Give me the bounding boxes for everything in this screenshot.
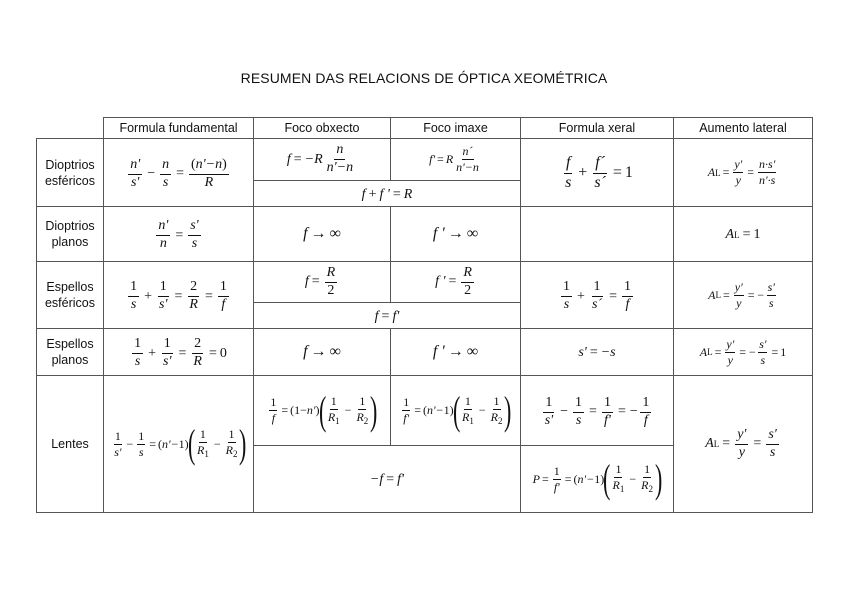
- formula: s' = −s: [578, 345, 616, 360]
- formula: $\frac{n'}{n}$ = $\frac{s'}{s}$: [158, 218, 199, 251]
- formula-cell: [391, 262, 521, 303]
- row-label: Dioptrios esféricos: [37, 139, 104, 207]
- formula: $\frac{1}{s}$ + $\frac{1}{s´}$ = $\frac{1}{f}$: [563, 279, 631, 312]
- formula: $\frac{1}{s'}$ − $\frac{1}{s}$ = ( n'− 1) ( $\frac{1}{R_1}$ − $\frac{1}{R_2}$ ): [114, 421, 247, 466]
- formula: f = $\frac{R}{2}$: [304, 264, 336, 298]
- formula-cell: [104, 207, 254, 262]
- row-espellos-planos: [37, 329, 813, 376]
- formula-cell: [104, 376, 254, 513]
- formula-cell: [254, 181, 521, 207]
- formula-cell: [521, 376, 674, 446]
- formula-cell: [521, 329, 674, 376]
- row-label: Espellos planos: [37, 329, 104, 376]
- header-aumento-lateral: Aumento lateral: [674, 118, 813, 139]
- formula: f = −R $\frac{n}{n'-n}$: [286, 142, 354, 175]
- formula-cell: [521, 446, 674, 513]
- formula: $\frac{1}{s'}$ − $\frac{1}{s}$ = $\frac{1}{f'}$ = − $\frac{1}{f}$: [544, 394, 650, 428]
- corner-cell: [37, 118, 104, 139]
- formula-cell: [254, 376, 391, 446]
- formula-cell: [254, 207, 391, 262]
- row-espellos-esfericos: [37, 262, 813, 303]
- formula: A L = $\frac{y'}{y}$ = − $\frac{s'}{s}$ = 1: [699, 336, 787, 367]
- formula: $\frac{n'}{s'}$ − $\frac{n}{s}$ = $\frac{(n'-n)}{R}$: [130, 156, 227, 190]
- formula: f → ∞: [303, 343, 341, 360]
- formula-cell: [674, 376, 813, 513]
- formula: $\frac{f}{s}$ + $\frac{f´}{s´}$ = 1: [565, 153, 633, 191]
- formula: $\frac{1}{f}$ = (1− n' ) ( $\frac{1}{R_1}$ − $\frac{1}{R_2}$ ): [270, 387, 378, 433]
- formula-cell: [254, 139, 391, 181]
- formula: f + f ' = R: [361, 186, 413, 202]
- header-row: [37, 118, 813, 139]
- formula-cell: [254, 329, 391, 376]
- formula-cell: [521, 139, 674, 207]
- formula-cell: [674, 207, 813, 262]
- formula: A L = $\frac{y'}{y}$ = $\frac{n\cdot s'}{n'\cdot s}$: [707, 157, 776, 187]
- row-label: Espellos esféricos: [37, 262, 104, 329]
- formula: f → ∞: [303, 225, 341, 242]
- row-lentes: [37, 376, 813, 446]
- formula: $\frac{1}{s}$ + $\frac{1}{s'}$ = $\frac{2}{R}$ = 0: [134, 336, 227, 369]
- formula-cell: [674, 262, 813, 329]
- formula-cell: [104, 139, 254, 207]
- formula: f ' → ∞: [432, 225, 479, 242]
- empty-cell: [521, 207, 674, 262]
- formula-cell: [391, 329, 521, 376]
- formula-cell: [674, 139, 813, 207]
- formula: A L = $\frac{y'}{y}$ = $\frac{s'}{s}$: [705, 426, 777, 460]
- formula: f = f': [374, 308, 400, 324]
- formula: f' = R $\frac{n´}{n'-n}$: [429, 144, 479, 174]
- formula: f ' → ∞: [432, 343, 479, 360]
- formula: −f = f': [369, 472, 405, 487]
- row-label: Lentes: [37, 376, 104, 513]
- header-foco-obxecto: Foco obxecto: [254, 118, 391, 139]
- formula-cell: [521, 262, 674, 329]
- formula-cell: [104, 262, 254, 329]
- formula: $\frac{1}{s}$ + $\frac{1}{s'}$ = $\frac{2}{R}$ = $\frac{1}{f}$: [130, 279, 227, 312]
- formula-cell: [254, 446, 521, 513]
- formula: A L = 1: [725, 227, 761, 242]
- formula: A L = $\frac{y'}{y}$ = − $\frac{s'}{s}$: [708, 279, 775, 310]
- formula-cell: [674, 329, 813, 376]
- formula-cell: [391, 376, 521, 446]
- row-dioptrios-esfericos: [37, 139, 813, 181]
- page-title: RESUMEN DAS RELACIONS DE ÓPTICA XEOMÉTRICA: [240, 70, 608, 86]
- optics-summary-table: [36, 117, 813, 513]
- formula: f ' = $\frac{R}{2}$: [435, 264, 472, 298]
- header-foco-imaxe: Foco imaxe: [391, 118, 521, 139]
- row-dioptrios-planos: [37, 207, 813, 262]
- row-label: Dioptrios planos: [37, 207, 104, 262]
- formula-cell: [254, 262, 391, 303]
- formula-cell: [254, 303, 521, 329]
- header-formula-fundamental: Formula fundamental: [104, 118, 254, 139]
- formula: P = $\frac{1}{f'}$ = ( n'− 1) ( $\frac{1}{R_1}$ − $\frac{1}{R_2}$ ): [532, 456, 663, 501]
- header-formula-xeral: Formula xeral: [521, 118, 674, 139]
- formula: $\frac{1}{f'}$ = ( n'− 1) ( $\frac{1}{R_1}$ − $\frac{1}{R_2}$ ): [403, 387, 512, 433]
- formula-cell: [104, 329, 254, 376]
- formula-cell: [391, 207, 521, 262]
- formula-cell: [391, 139, 521, 181]
